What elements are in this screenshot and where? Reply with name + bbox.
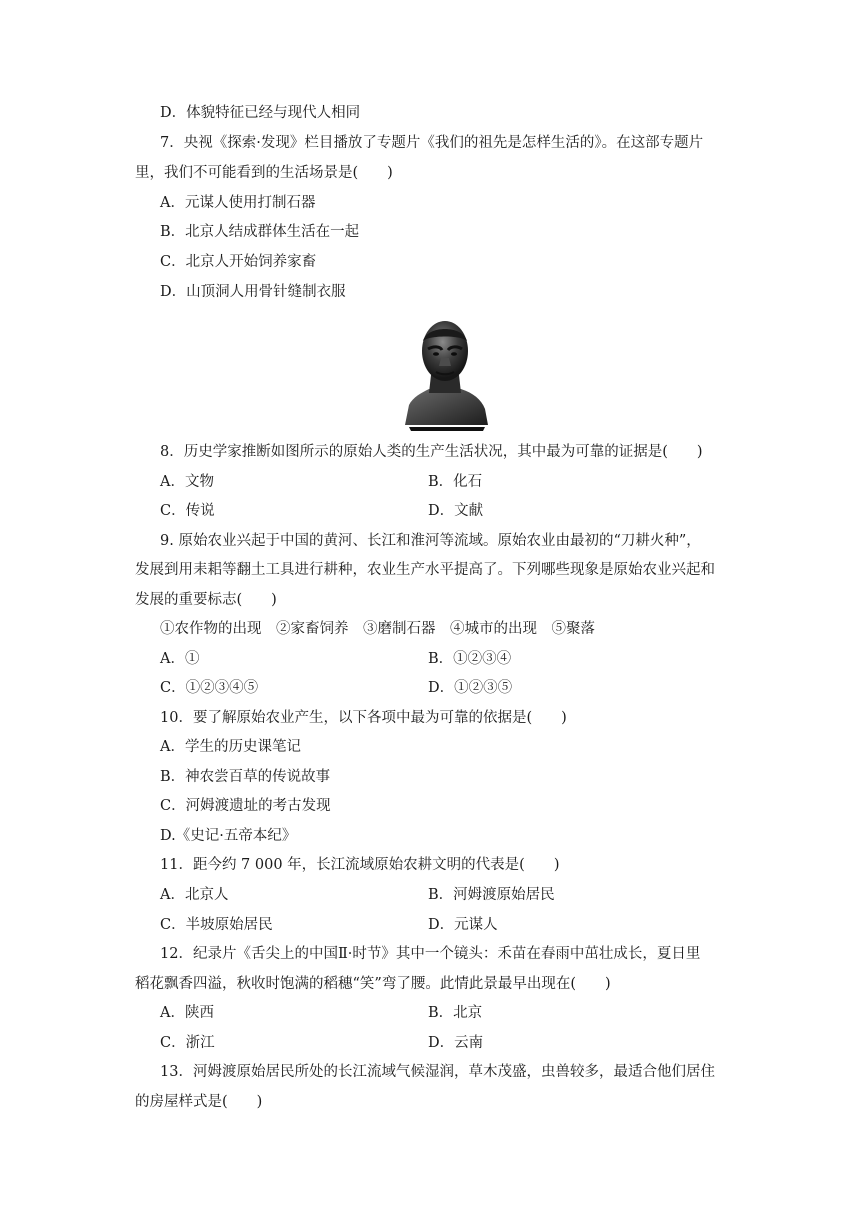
- primitive-human-bust-image: [395, 313, 495, 431]
- q10-option-d: D.《史记·五帝本纪》: [160, 828, 297, 844]
- q12-option-b: B．北京: [428, 1005, 483, 1021]
- q12-option-a: A．陕西: [160, 1005, 214, 1021]
- q12-stem-cont: 稻花飘香四溢，秋收时饱满的稻穗“笑”弯了腰。此情此景最早出现在( ): [135, 976, 611, 992]
- q11-option-d: D．元谋人: [428, 917, 498, 933]
- q7-option-d: D．山顶洞人用骨针缝制衣服: [160, 284, 346, 300]
- q9-stem: 9. 原始农业兴起于中国的黄河、长江和淮河等流域。原始农业由最初的“刀耕火种”，: [160, 533, 701, 549]
- q7-option-b: B．北京人结成群体生活在一起: [160, 224, 360, 240]
- q10-option-b: B．神农尝百草的传说故事: [160, 769, 331, 785]
- q10-option-a: A．学生的历史课笔记: [160, 739, 301, 755]
- q11-option-a: A．北京人: [160, 887, 229, 903]
- q8-stem: 8．历史学家推断如图所示的原始人类的生产生活状况，其中最为可靠的证据是( ): [160, 444, 703, 460]
- q8-option-b: B．化石: [428, 474, 483, 490]
- q6-option-d: D．体貌特征已经与现代人相同: [160, 105, 361, 121]
- q12-option-d: D．云南: [428, 1035, 484, 1051]
- q9-option-a: A．①: [160, 651, 200, 667]
- q9-stem-cont-1: 发展到用耒耜等翻土工具进行耕种，农业生产水平提高了。下列哪些现象是原始农业兴起和: [135, 562, 715, 578]
- q8-option-a: A．文物: [160, 474, 214, 490]
- q7-option-c: C．北京人开始饲养家畜: [160, 254, 317, 270]
- q7-stem-cont: 里，我们不可能看到的生活场景是( ): [135, 165, 393, 181]
- q9-option-d: D．①②③⑤: [428, 680, 513, 696]
- q9-option-c: C．①②③④⑤: [160, 680, 259, 696]
- q8-option-c: C．传说: [160, 503, 215, 519]
- q11-option-c: C．半坡原始居民: [160, 917, 273, 933]
- q12-option-c: C．浙江: [160, 1035, 215, 1051]
- q8-option-d: D．文献: [428, 503, 484, 519]
- q12-stem: 12．纪录片《舌尖上的中国Ⅱ·时节》其中一个镜头：禾苗在春雨中茁壮成长，夏日里: [160, 946, 701, 962]
- q7-stem: 7．央视《探索·发现》栏目播放了专题片《我们的祖先是怎样生活的》。在这部专题片: [160, 135, 704, 151]
- q10-stem: 10．要了解原始农业产生，以下各项中最为可靠的依据是( ): [160, 710, 567, 726]
- q9-option-b: B．①②③④: [428, 651, 512, 667]
- q13-stem: 13．河姆渡原始居民所处的长江流域气候湿润，草木茂盛，虫兽较多，最适合他们居住: [160, 1064, 715, 1080]
- q9-choices-list: ①农作物的出现 ②家畜饲养 ③磨制石器 ④城市的出现 ⑤聚落: [160, 621, 595, 637]
- q7-option-a: A．元谋人使用打制石器: [160, 195, 316, 211]
- q11-stem: 11．距今约 7 000 年，长江流域原始农耕文明的代表是( ): [160, 857, 560, 873]
- q9-stem-cont-2: 发展的重要标志( ): [135, 592, 277, 608]
- q11-option-b: B．河姆渡原始居民: [428, 887, 555, 903]
- q13-stem-cont: 的房屋样式是( ): [135, 1094, 263, 1110]
- q10-option-c: C．河姆渡遗址的考古发现: [160, 798, 331, 814]
